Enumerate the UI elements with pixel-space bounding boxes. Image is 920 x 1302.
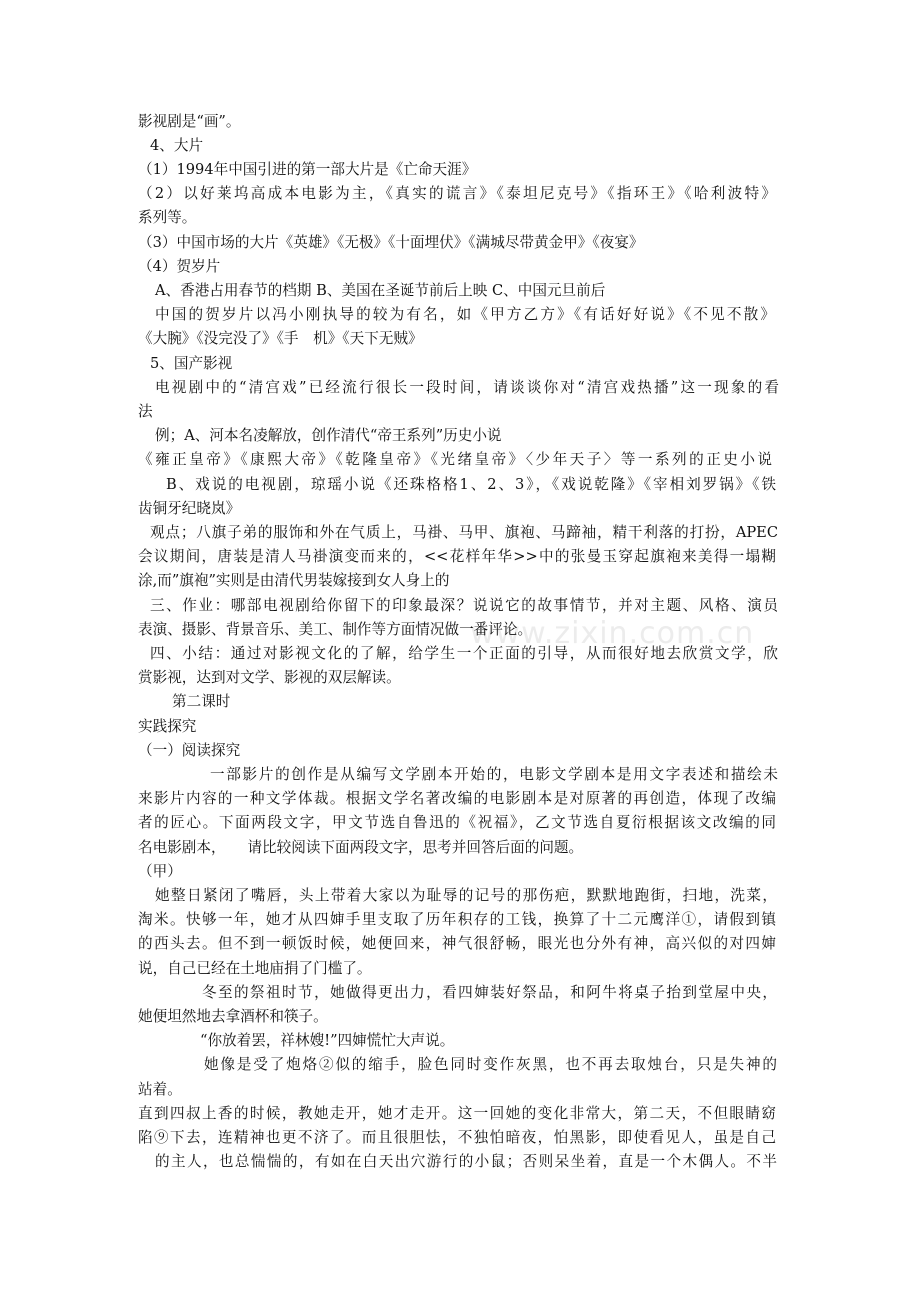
text-line: （甲） — [138, 863, 182, 880]
text-line: 《大腕》《没完没了》《手 机》《天下无贼》 — [138, 330, 423, 347]
text-line: 她便坦然地去拿酒杯和筷子。 — [138, 1008, 328, 1025]
text-line: A、香港占用春节的档期 B、美国在圣诞节前后上映 C、中国元旦前后 — [155, 282, 606, 299]
text-line: 法 — [138, 403, 153, 420]
text-line: 例；A、河本名凌解放，创作清代“帝王系列”历史小说 — [155, 427, 502, 444]
text-line: B、戏说的电视剧，琼瑶小说《还珠格格1、2、3》，《戏说乾隆》《宰相刘罗锅》《铁 — [166, 476, 776, 493]
text-line: 冬至的祭祖时节，她做得更出力，看四婶装好祭品，和阿牛将桌子抬到堂屋中央， — [202, 984, 777, 1001]
text-line: 电视剧中的“清宫戏”已经流行很长一段时间，请谈谈你对“清宫戏热播”这一现象的看 — [155, 379, 779, 396]
text-line: （1）1994年中国引进的第一部大片是《亡命天涯》 — [138, 161, 477, 178]
text-line: 三、作业：哪部电视剧给你留下的印象最深？说说它的故事情节，并对主题、风格、演员 — [150, 597, 778, 614]
section-heading: 第二课时 — [172, 693, 231, 710]
section-heading: 5、国产影视 — [150, 355, 233, 372]
text-line: 她整日紧闭了嘴唇，头上带着大家以为耻辱的记号的那伤疤，默默地跑街，扫地，洗菜， — [155, 887, 777, 904]
text-line: 淘米。快够一年，她才从四婶手里支取了历年积存的工钱，换算了十二元鹰洋①，请假到镇 — [138, 911, 776, 928]
text-line: 四、小结：通过对影视文化的了解，给学生一个正面的引导，从而很好地去欣赏文学，欣 — [150, 645, 778, 662]
text-line: “你放着罢，祥林嫂!”四婶慌忙大声说。 — [200, 1032, 455, 1049]
text-line: 直到四叔上香的时候，教她走开，她才走开。这一回她的变化非常大，第二天，不但眼睛窈 — [138, 1105, 776, 1122]
text-line: 者的匠心。下面两段文字，甲文节选自鲁迅的《祝福》，乙文节选自夏衍根据该文改编的同 — [138, 814, 776, 831]
text-line: （4）贺岁片 — [138, 258, 221, 275]
text-line: 陷⑨下去，连精神也更不济了。而且很胆怯，不独怕暗夜，怕黑影，即使看见人，虽是自己 — [138, 1129, 776, 1146]
text-line: 站着。 — [138, 1081, 182, 1098]
text-line: 来影片内容的一种文学体裁。根据文学名著改编的电影剧本是对原著的再创造，体现了改编 — [138, 790, 776, 807]
text-line: 齿铜牙纪晓岚》 — [138, 500, 241, 517]
text-line: 的西头去。但不到一顿饭时候，她便回来，神气很舒畅，眼光也分外有神，高兴似的对四婶 — [138, 935, 776, 952]
text-line: 观点；八旗子弟的服饰和外在气质上，马褂、马甲、旗袍、马蹄袖，精干利落的打扮，APEC — [150, 524, 778, 541]
text-line: 系列等。 — [138, 209, 197, 226]
text-line: （2）以好莱坞高成本电影为主，《真实的谎言》《泰坦尼克号》《指环王》《哈利波特》 — [138, 185, 776, 202]
section-heading: （一）阅读探究 — [138, 742, 241, 759]
text-line: 名电影剧本， 请比较阅读下面两段文字，思考并回答后面的问题。 — [138, 839, 584, 856]
text-line: （3）中国市场的大片《英雄》《无极》《十面埋伏》《满城尽带黄金甲》《夜宴》 — [138, 234, 644, 251]
section-heading: 实践探究 — [138, 718, 197, 735]
watermark: www.zixin.com.cn — [470, 616, 755, 651]
text-line: 影视剧是“画”。 — [138, 113, 241, 130]
text-line: 《雍正皇帝》《康熙大帝》《乾隆皇帝》《光绪皇帝》〈少年天子〉等一系列的正史小说 — [138, 451, 772, 468]
text-line: 一部影片的创作是从编写文学剧本开始的，电影文学剧本是用文字表述和描绘未 — [210, 766, 778, 783]
text-line: 说，自己已经在土地庙捐了门槛了。 — [138, 960, 372, 977]
text-line: 会议期间，唐装是清人马褂演变而来的，<<花样年华>>中的张曼玉穿起旗袍来美得一塌糊 — [138, 548, 776, 565]
text-line: 她像是受了炮烙②似的缩手，脸色同时变作灰黑，也不再去取烛台，只是失神的 — [204, 1056, 777, 1073]
text-line: 表演、摄影、背景音乐、美工、制作等方面情况做一番评论。 — [138, 621, 533, 638]
text-line: 赏影视，达到对文学、影视的双层解读。 — [138, 669, 401, 686]
text-line: 中国的贺岁片以冯小刚执导的较为有名，如《甲方乙方》《有话好好说》《不见不散》 — [155, 306, 775, 323]
text-line: 涂,而”旗袍”实则是由清代男装嫁接到女人身上的 — [138, 572, 450, 589]
text-line: 的主人，也总惴惴的，有如在白天出穴游行的小鼠；否则呆坐着，直是一个木偶人。不半 — [155, 1153, 777, 1170]
section-heading: 4、大片 — [150, 137, 204, 154]
